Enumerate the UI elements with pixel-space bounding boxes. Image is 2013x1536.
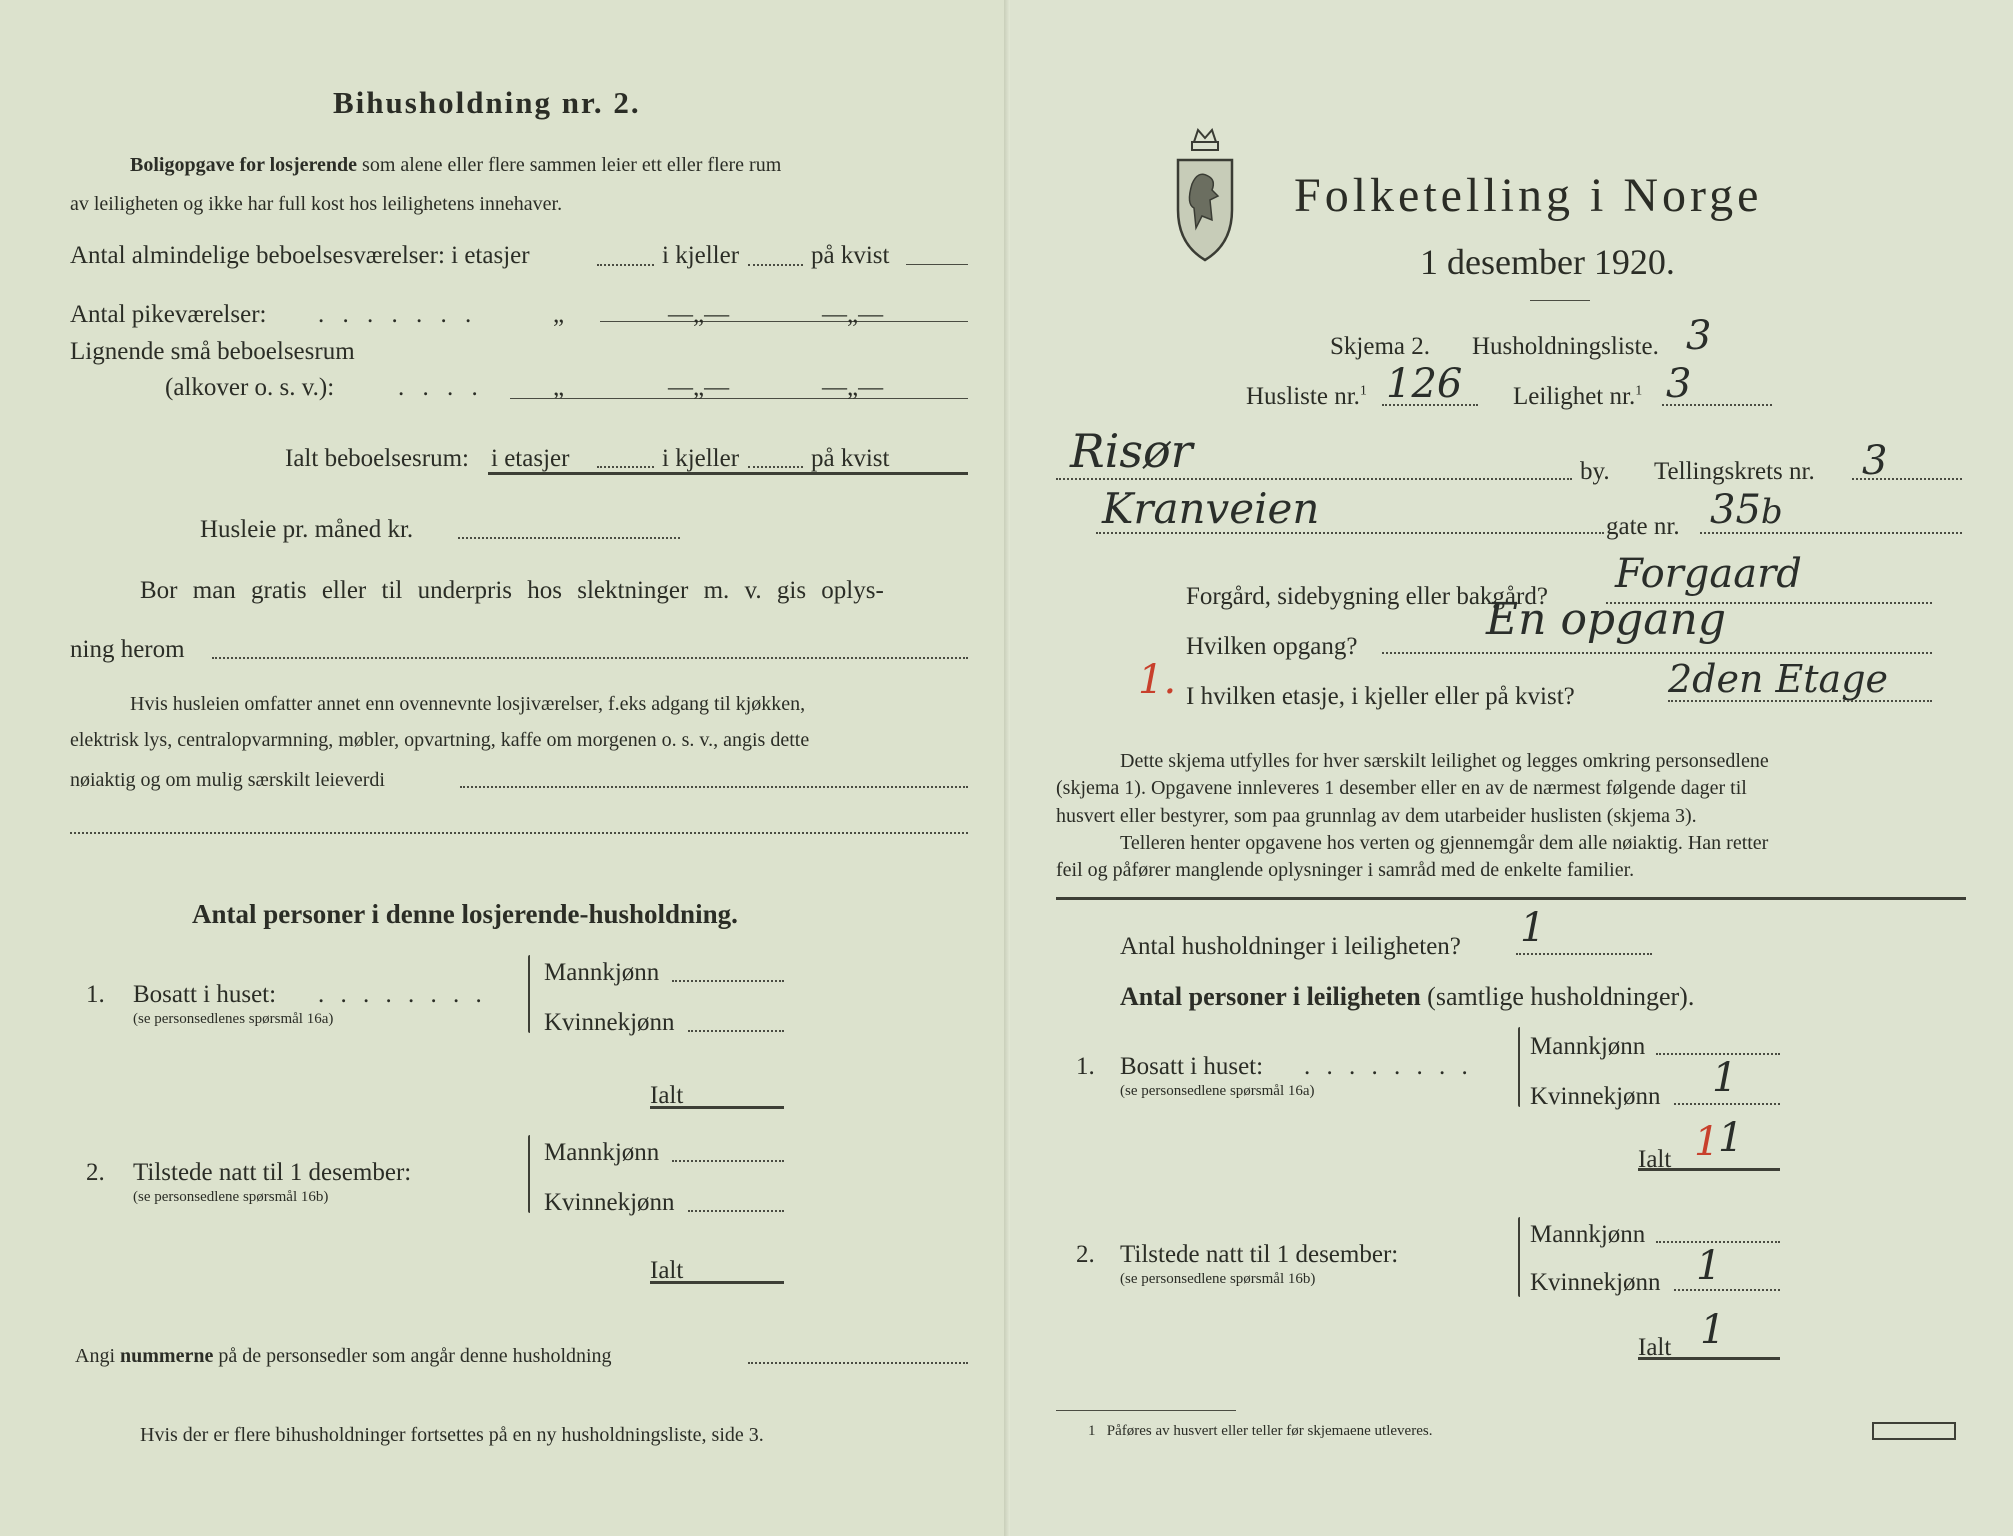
etasje-red-mark: 1.: [1138, 657, 1177, 703]
q2-ialt-field[interactable]: [650, 1281, 784, 1284]
husliste-value: 126: [1386, 361, 1463, 407]
angi-rest: på de personsedler som angår denne husholdning: [213, 1345, 612, 1367]
leilighet-value: 3: [1666, 361, 1692, 407]
husliste-field[interactable]: [1382, 404, 1478, 406]
pike-field[interactable]: [600, 321, 968, 322]
footnote-rule: [1056, 1410, 1236, 1411]
husliste-text: Husliste nr.: [1246, 383, 1360, 410]
husliste-sup: 1: [1359, 383, 1367, 399]
q2-sub: (se personsedlene spørsmål 16b): [133, 1189, 329, 1205]
rooms-label: Antal almindelige beboelsesværelser: i etasjer: [70, 242, 530, 269]
r-q2-brace: [1518, 1217, 1520, 1297]
rooms-kvist-label: på kvist: [811, 242, 890, 269]
ialt-kjeller-label: i kjeller: [662, 445, 740, 472]
opgang-field[interactable]: [1382, 652, 1932, 654]
rooms-kjeller-label: i kjeller: [662, 242, 740, 269]
r-q2-label: Tilstede natt til 1 desember:: [1120, 1241, 1399, 1268]
r-q1-mann-label: Mannkjønn: [1530, 1033, 1646, 1060]
intro-line-2: av leiligheten og ikke har full kost hos leilighetens innehaver.: [70, 193, 563, 215]
leilighet-text: Leilighet nr.: [1513, 383, 1636, 410]
q1-brace: [528, 955, 530, 1033]
husholdningsliste-value: 3: [1686, 313, 1712, 359]
q2-num: 2.: [86, 1159, 105, 1186]
norwegian-coat-of-arms-icon: [1172, 124, 1238, 274]
ialt-rooms-label: Ialt beboelsesrum:: [285, 445, 469, 472]
r-q2-kvinne-field[interactable]: [1674, 1289, 1780, 1291]
right-page: [1010, 0, 2013, 1536]
r-q2-sub: (se personsedlene spørsmål 16b): [1120, 1271, 1316, 1287]
q1-dots: . . . . . . . .: [318, 981, 487, 1008]
antal-pers-rest: (samtlige husholdninger).: [1420, 982, 1695, 1011]
r-q2-kvinne-value: 1: [1696, 1243, 1722, 1289]
gate-nr-value: [1710, 487, 1783, 533]
lignende-label-2: (alkover o. s. v.):: [165, 374, 335, 401]
r-q1-ialt-red-value: 1: [1694, 1119, 1720, 1165]
lignende-ditto-3: —„—: [822, 374, 884, 401]
r-q1-sub: (se personsedlene spørsmål 16a): [1120, 1083, 1315, 1099]
ialt-underline: [488, 472, 968, 475]
note-line-3: husvert eller bestyrer, som paa grunnlag av dem utarbeider huslisten (skjema 3).: [1056, 805, 1697, 827]
forgaard-label: Forgård, sidebygning eller bakgård?: [1186, 583, 1548, 610]
q2-mann-field[interactable]: [672, 1160, 784, 1162]
rooms-kvist-field[interactable]: [906, 264, 968, 265]
antal-hush-label: Antal husholdninger i leiligheten?: [1120, 933, 1461, 960]
rooms-etasjer-field[interactable]: [597, 264, 654, 266]
tellingskrets-value: 3: [1862, 438, 1888, 484]
r-q2-ialt-label: Ialt: [1638, 1334, 1672, 1361]
q1-mann-field[interactable]: [672, 980, 784, 982]
rooms-kjeller-field[interactable]: [748, 264, 803, 266]
ialt-kvist-label: på kvist: [811, 445, 890, 472]
leilighet-sup: 1: [1635, 383, 1643, 399]
lignende-ditto-2: —„—: [668, 374, 730, 401]
lignende-field[interactable]: [510, 398, 968, 399]
gate-nr-suffix: b: [1760, 492, 1783, 532]
printer-stamp: [1872, 1422, 1956, 1440]
footnote-num: 1: [1088, 1423, 1096, 1439]
angi-line: [75, 1346, 612, 1366]
note-rule: [1056, 897, 1966, 900]
lignende-label-1: Lignende små beboelsesrum: [70, 338, 355, 365]
antal-hush-field[interactable]: [1516, 953, 1652, 955]
r-q1-kvinne-field[interactable]: [1674, 1103, 1780, 1105]
etasje-field[interactable]: [1668, 700, 1932, 702]
by-value: Risør: [1070, 424, 1193, 478]
etasje-value: 2den Etage: [1668, 657, 1889, 701]
left-title: Bihusholdning nr. 2.: [333, 85, 641, 120]
r-q2-mann-label: Mannkjønn: [1530, 1221, 1646, 1248]
q1-ialt-label: Ialt: [650, 1082, 684, 1109]
pike-ditto: „: [553, 301, 565, 328]
hvis-field-2[interactable]: [70, 832, 968, 834]
r-q2-num: 2.: [1076, 1241, 1095, 1268]
opgang-label: Hvilken opgang?: [1186, 633, 1358, 660]
note-line-2: (skjema 1). Opgavene innleveres 1 desember eller en av de nærmest følgende dager til: [1056, 777, 1747, 799]
note-line-4: Telleren henter opgavene hos verten og gjennemgår dem alle nøiaktig. Han retter: [1120, 832, 1769, 854]
q1-label: Bosatt i huset:: [133, 981, 277, 1008]
etasje-label: I hvilken etasje, i kjeller eller på kvist?: [1186, 683, 1575, 710]
husleie-field[interactable]: [458, 537, 680, 539]
husleie-label: Husleie pr. måned kr.: [200, 516, 414, 543]
lignende-dots: . . . .: [398, 374, 484, 401]
q1-sub: (se personsedlenes spørsmål 16a): [133, 1011, 334, 1027]
title-rule: [1530, 300, 1590, 301]
husliste-label: [1246, 384, 1367, 409]
pike-ditto-2: —„—: [668, 301, 730, 328]
q2-brace: [528, 1135, 530, 1213]
antal-personer-heading: Antal personer i denne losjerende-husholdning.: [192, 899, 738, 929]
angi-field[interactable]: [748, 1362, 968, 1364]
gratis-line-2: ning herom: [70, 636, 185, 663]
gate-value: Kranveien: [1102, 484, 1320, 533]
r-q1-ialt-label: Ialt: [1638, 1146, 1672, 1173]
tellingskrets-label: Tellingskrets nr.: [1654, 458, 1815, 485]
note-line-5: feil og påfører manglende oplysninger i samråd med de enkelte familier.: [1056, 859, 1635, 881]
gate-field[interactable]: [1096, 532, 1604, 534]
ialt-kjeller-field[interactable]: [748, 466, 803, 468]
husholdningsliste-label: Husholdningsliste.: [1472, 333, 1659, 360]
intro-bold: Boligopgave for losjerende: [130, 154, 358, 176]
form-title: Folketelling i Norge: [1294, 169, 1763, 222]
q2-label: Tilstede natt til 1 desember:: [133, 1159, 412, 1186]
q2-kvinne-field[interactable]: [688, 1210, 784, 1212]
gratis-field[interactable]: [212, 657, 968, 659]
r-q1-kvinne-value: 1: [1712, 1055, 1738, 1101]
r-q1-ialt-field[interactable]: [1638, 1168, 1780, 1171]
lignende-ditto: „: [553, 374, 565, 401]
gate-nr-digits: 35: [1710, 487, 1761, 533]
tellingskrets-field[interactable]: [1852, 478, 1962, 480]
r-q1-ialt-value: 1: [1718, 1115, 1744, 1161]
skjema-label: Skjema 2.: [1330, 333, 1430, 360]
pike-dots: . . . . . . .: [318, 301, 478, 328]
gratis-line-1: Bor man gratis eller til underpris hos slektninger m. v. gis oplys-: [140, 577, 884, 604]
footnote-line: [1088, 1424, 1432, 1439]
angi-bold: nummerne: [120, 1345, 214, 1367]
pike-ditto-3: —„—: [822, 301, 884, 328]
hvis-line-1: Hvis husleien omfatter annet enn ovennevnte losjiværelser, f.eks adgang til kjøkken,: [130, 693, 806, 715]
q1-kvinne-label: Kvinnekjønn: [544, 1009, 675, 1036]
ialt-etasjer-field[interactable]: [597, 466, 654, 468]
gate-label: gate nr.: [1606, 513, 1680, 540]
by-field[interactable]: [1056, 478, 1572, 480]
intro-line-1: [130, 155, 781, 175]
opgang-value: En opgang: [1486, 594, 1727, 645]
r-q1-brace: [1518, 1027, 1520, 1107]
angi-pre: Angi: [75, 1345, 120, 1367]
antal-pers-bold: Antal personer i leiligheten: [1120, 982, 1421, 1011]
intro-rest: som alene eller flere sammen leier ett eller flere rum: [357, 154, 782, 176]
r-q2-ialt-value: 1: [1700, 1307, 1726, 1353]
ialt-etasjer-label: i etasjer: [491, 445, 570, 472]
hvis-field[interactable]: [460, 786, 968, 788]
hvis-line-3: nøiaktig og om mulig særskilt leieverdi: [70, 769, 385, 791]
note-line-1: Dette skjema utfylles for hver særskilt leilighet og legges omkring personsedlene: [1120, 750, 1769, 772]
leilighet-field[interactable]: [1662, 404, 1772, 406]
q2-kvinne-label: Kvinnekjønn: [544, 1189, 675, 1216]
by-label: by.: [1580, 458, 1610, 485]
r-q1-num: 1.: [1076, 1053, 1095, 1080]
left-footer: Hvis der er flere bihusholdninger fortsettes på en ny husholdningsliste, side 3.: [140, 1424, 764, 1446]
antal-pers-heading: [1120, 984, 1694, 1010]
footnote-text: Påføres av husvert eller teller før skjemaene utleveres.: [1106, 1423, 1433, 1439]
r-q1-kvinne-label: Kvinnekjønn: [1530, 1083, 1661, 1110]
r-q1-dots: . . . . . . . .: [1304, 1053, 1473, 1080]
q2-mann-label: Mannkjønn: [544, 1139, 660, 1166]
pike-label: Antal pikeværelser:: [70, 301, 267, 328]
hvis-line-2: elektrisk lys, centralopvarmning, møbler, opvartning, kaffe om morgenen o. s. v., angis dette: [70, 729, 810, 751]
q2-ialt-label: Ialt: [650, 1257, 684, 1284]
r-q2-kvinne-label: Kvinnekjønn: [1530, 1269, 1661, 1296]
q1-num: 1.: [86, 981, 105, 1008]
q1-ialt-field[interactable]: [650, 1106, 784, 1109]
leilighet-label: [1513, 384, 1642, 409]
q1-kvinne-field[interactable]: [688, 1030, 784, 1032]
antal-hush-value: 1: [1520, 905, 1546, 951]
gate-nr-field[interactable]: [1700, 532, 1962, 534]
r-q1-label: Bosatt i huset:: [1120, 1053, 1264, 1080]
q1-mann-label: Mannkjønn: [544, 959, 660, 986]
forgaard-value: Forgaard: [1615, 551, 1802, 597]
form-date: 1 desember 1920.: [1420, 242, 1675, 282]
r-q2-ialt-field[interactable]: [1638, 1357, 1780, 1360]
